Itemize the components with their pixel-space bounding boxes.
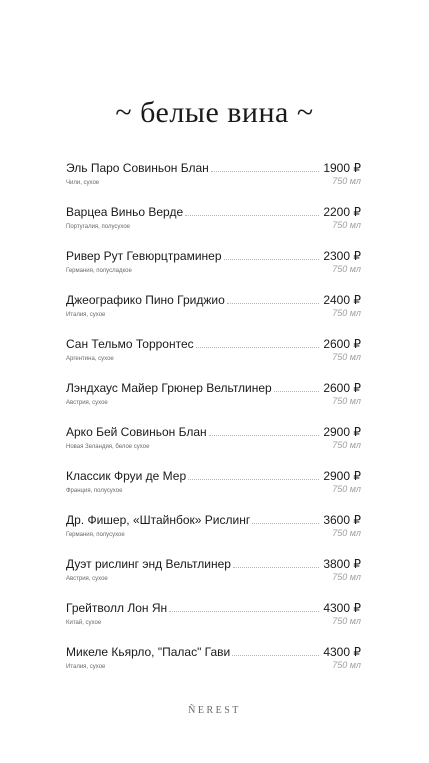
wine-name: Микеле Кьярло, "Палас" Гави bbox=[66, 645, 231, 659]
wine-price: 2400 ₽ bbox=[323, 293, 361, 307]
wine-price: 2300 ₽ bbox=[323, 249, 361, 263]
wine-price: 3800 ₽ bbox=[323, 557, 361, 571]
wine-volume: 750 мл bbox=[332, 308, 361, 318]
dotted-leader bbox=[224, 259, 320, 260]
wine-item bbox=[66, 422, 361, 466]
dotted-leader bbox=[232, 655, 319, 656]
wine-price: 1900 ₽ bbox=[323, 161, 361, 175]
wine-origin: Чили, сухое bbox=[66, 180, 100, 186]
wine-volume: 750 мл bbox=[332, 572, 361, 582]
wine-origin: Аргентина, сухое bbox=[66, 356, 114, 362]
wine-item bbox=[66, 378, 361, 422]
wine-item bbox=[66, 554, 361, 598]
wine-name: Др. Фишер, «Штайнбок» Рислинг bbox=[66, 513, 251, 527]
wine-volume: 750 мл bbox=[332, 396, 361, 406]
dotted-leader bbox=[196, 347, 320, 348]
wine-volume: 750 мл bbox=[332, 176, 361, 186]
wine-name: Грейтволл Лон Ян bbox=[66, 601, 168, 615]
wine-price: 4300 ₽ bbox=[323, 645, 361, 659]
wine-price: 4300 ₽ bbox=[323, 601, 361, 615]
wine-origin: Португалия, полусухое bbox=[66, 224, 130, 230]
wine-volume: 750 мл bbox=[332, 660, 361, 670]
dotted-leader bbox=[185, 215, 319, 216]
wine-origin: Китай, сухое bbox=[66, 620, 102, 626]
wine-origin: Франция, полусухое bbox=[66, 488, 123, 494]
brand-logo: ÑEREST bbox=[188, 705, 241, 716]
wine-volume: 750 мл bbox=[332, 440, 361, 450]
menu-title: ~ белые вина ~ bbox=[115, 96, 314, 129]
wine-origin: Германия, полусладкое bbox=[66, 268, 132, 274]
dotted-leader bbox=[252, 523, 319, 524]
wine-volume: 750 мл bbox=[332, 220, 361, 230]
wine-name: Ривер Рут Гевюрцтраминер bbox=[66, 249, 222, 263]
wine-item bbox=[66, 466, 361, 510]
wine-item bbox=[66, 642, 361, 686]
wine-name: Джеографико Пино Гриджио bbox=[66, 293, 225, 307]
wine-item bbox=[66, 290, 361, 334]
wine-volume: 750 мл bbox=[332, 352, 361, 362]
wine-name: Классик Фруи де Мер bbox=[66, 469, 187, 483]
dotted-leader bbox=[274, 391, 320, 392]
wine-price: 2600 ₽ bbox=[323, 337, 361, 351]
wine-origin: Италия, сухое bbox=[66, 664, 106, 670]
wine-name: Сан Тельмо Торронтес bbox=[66, 337, 194, 351]
dotted-leader bbox=[211, 171, 320, 172]
dotted-leader bbox=[169, 611, 319, 612]
wine-item bbox=[66, 158, 361, 202]
dotted-leader bbox=[209, 435, 320, 436]
wine-item bbox=[66, 334, 361, 378]
wine-origin: Италия, сухое bbox=[66, 312, 106, 318]
wine-item bbox=[66, 598, 361, 642]
wine-origin: Австрия, сухое bbox=[66, 400, 108, 406]
dotted-leader bbox=[227, 303, 320, 304]
wine-price: 3600 ₽ bbox=[323, 513, 361, 527]
wine-item bbox=[66, 510, 361, 554]
wine-item bbox=[66, 202, 361, 246]
wine-price: 2200 ₽ bbox=[323, 205, 361, 219]
wine-name: Дуэт рислинг энд Вельтлинер bbox=[66, 557, 231, 571]
wine-price: 2900 ₽ bbox=[323, 469, 361, 483]
wine-name: Эль Паро Совиньон Блан bbox=[66, 161, 209, 175]
wine-origin: Австрия, сухое bbox=[66, 576, 108, 582]
wine-volume: 750 мл bbox=[332, 264, 361, 274]
wine-name: Варцеа Виньо Верде bbox=[66, 205, 184, 219]
dotted-leader bbox=[233, 567, 319, 568]
wine-name: Арко Бей Совиньон Блан bbox=[66, 425, 207, 439]
wine-list bbox=[66, 158, 361, 686]
wine-item bbox=[66, 246, 361, 290]
wine-origin: Германия, полусухое bbox=[66, 532, 125, 538]
wine-price: 2600 ₽ bbox=[323, 381, 361, 395]
wine-name: Лэндхаус Майер Грюнер Вельтлинер bbox=[66, 381, 272, 395]
wine-volume: 750 мл bbox=[332, 484, 361, 494]
wine-volume: 750 мл bbox=[332, 528, 361, 538]
wine-volume: 750 мл bbox=[332, 616, 361, 626]
wine-price: 2900 ₽ bbox=[323, 425, 361, 439]
wine-origin: Новая Зеландия, белое сухое bbox=[66, 444, 150, 450]
dotted-leader bbox=[188, 479, 319, 480]
